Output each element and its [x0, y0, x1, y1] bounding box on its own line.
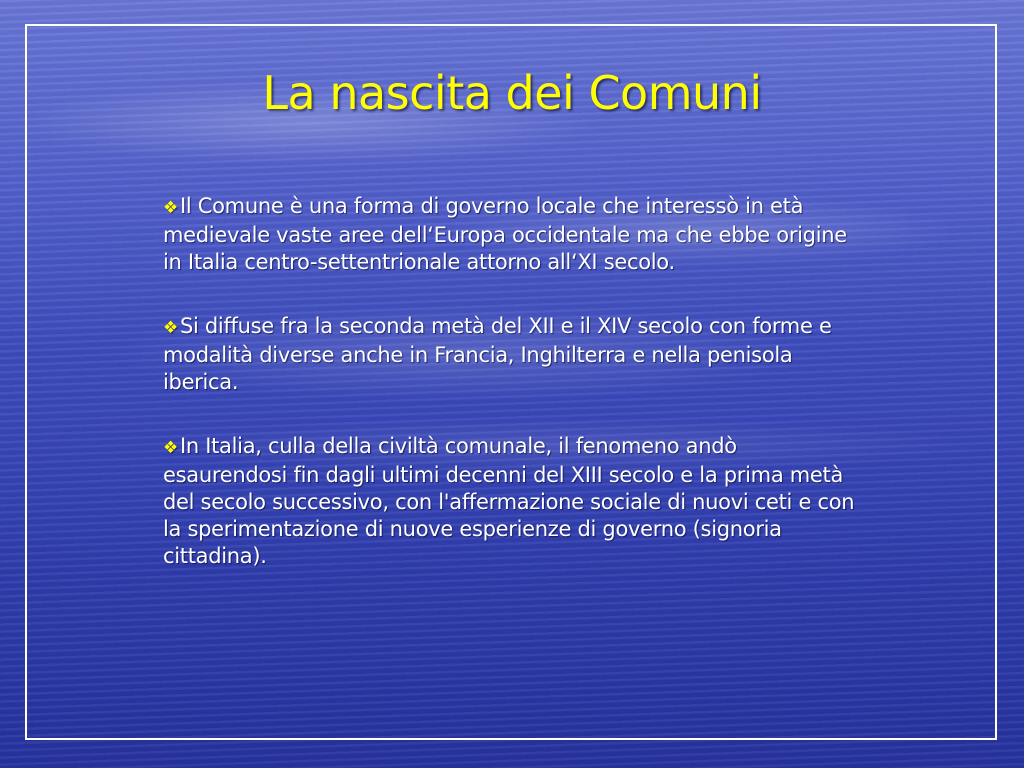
- bullet-text: Il Comune è una forma di governo locale che interessò in età medievale vaste aree dell‘Europa occidentale ma che ebbe origine in Italia centro-settentrionale attorno all‘XI secolo.: [163, 194, 847, 274]
- bullet-item: [163, 313, 863, 396]
- bullet-list: [163, 193, 863, 607]
- bullet-item: [163, 193, 863, 276]
- bullet-text: In Italia, culla della civiltà comunale, il fenomeno andò esaurendosi fin dagli ultimi decenni del XIII secolo e la prima metà del secolo successivo, con l'affermazione sociale di nuovi ceti e con la sperimentazione di nuove esperienze di governo (signoria cittadina).: [163, 434, 855, 568]
- slide-title: La nascita dei Comuni: [262, 66, 762, 120]
- four-diamond-bullet-icon: ❖: [163, 438, 178, 458]
- four-diamond-bullet-icon: ❖: [163, 318, 178, 338]
- bullet-item: [163, 433, 863, 570]
- four-diamond-bullet-icon: ❖: [163, 198, 178, 218]
- bullet-text: Si diffuse fra la seconda metà del XII e il XIV secolo con forme e modalità diverse anche in Francia, Inghilterra e nella penisola iberica.: [163, 314, 832, 394]
